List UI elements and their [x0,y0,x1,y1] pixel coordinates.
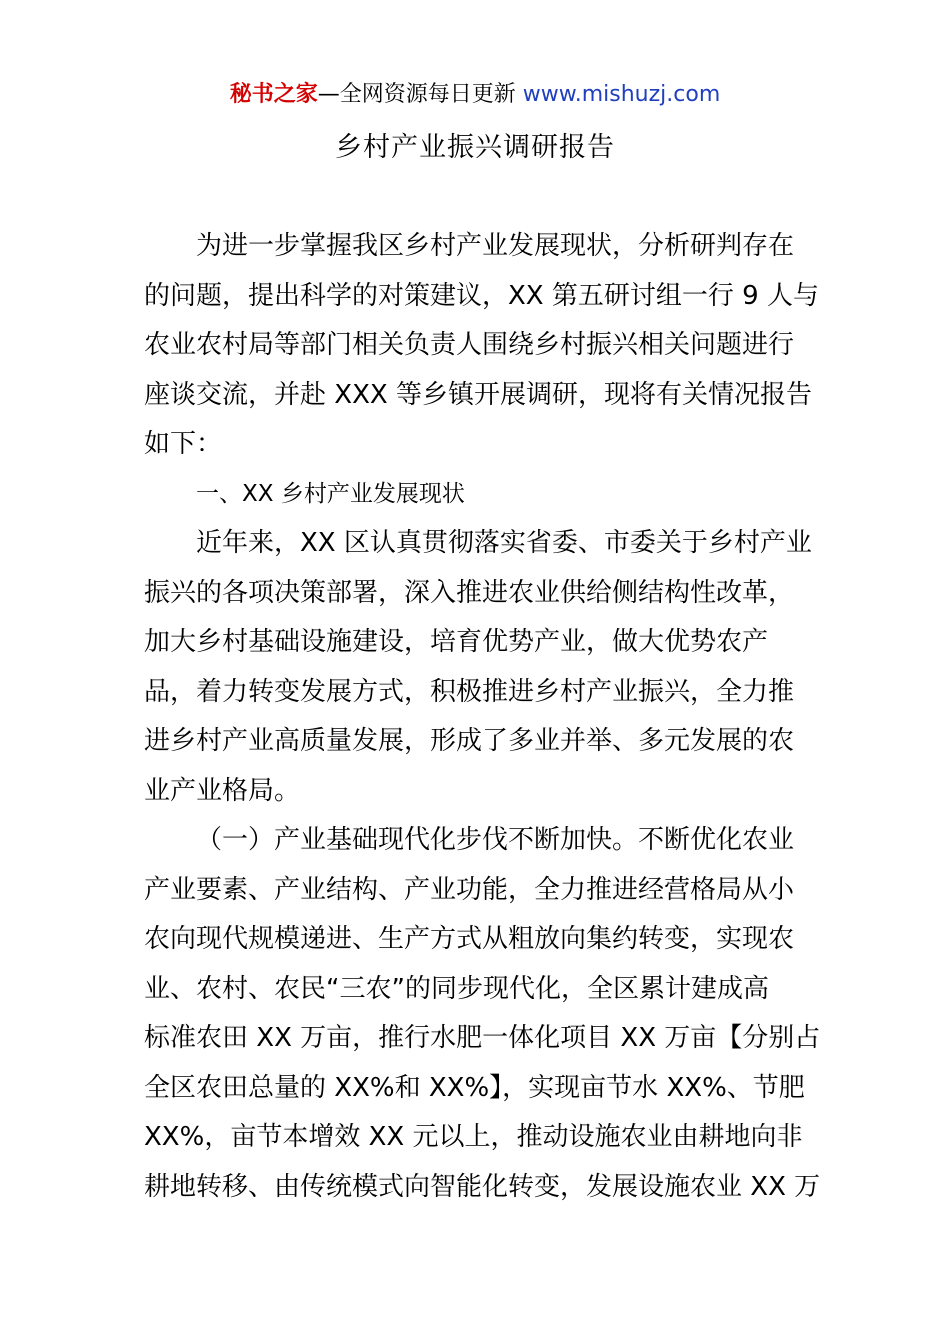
paragraph-line: 加大乡村基础设施建设，培育优势产业，做大优势农产 [144,627,769,657]
paragraph-line: 全区农田总量的 XX%和 XX%】，实现亩节水 XX%、节肥 [144,1072,805,1103]
paragraph-line: 为进一步掌握我区乡村产业发展现状，分析研判存在 [196,231,795,261]
paragraph-line: 业产业格局。 [144,775,301,806]
paragraph-line: 进乡村产业高质量发展，形成了多业并举、多元发展的农 [144,726,795,756]
paragraph-line: 座谈交流，并赴 XXX 等乡镇开展调研，现将有关情况报告 [144,379,812,410]
paragraph-line: 产业要素、产业结构、产业功能，全力推进经营格局从小 [144,874,795,905]
paragraph-line: XX%，亩节本增效 XX 元以上，推动设施农业由耕地向非 [144,1122,803,1152]
header-tagline: —全网资源每日更新 [317,82,516,107]
paragraph-line: 耕地转移、由传统模式向智能化转变，发展设施农业 XX 万 [144,1171,821,1202]
paragraph-line: 农向现代规模递进、生产方式从粗放向集约转变，实现农 [144,924,795,954]
site-url-link[interactable]: www.mishuzj.com [522,82,721,107]
document-title: 乡村产业振兴调研报告 [335,132,615,163]
paragraph-line: （一）产业基础现代化步伐不断加快。不断优化农业 [196,825,795,855]
paragraph-line: 标准农田 XX 万亩，推行水肥一体化项目 XX 万亩【分别占 [144,1023,821,1053]
brand-name: 秘书之家 [229,82,318,107]
paragraph-line: 近年来，XX 区认真贯彻落实省委、市委关于乡村产业 [196,528,812,558]
paragraph-line: 的问题，提出科学的对策建议，XX 第五研讨组一行 9 人与 [144,280,819,311]
paragraph-line: 如下： [144,429,223,459]
document-body [144,222,821,1212]
section-heading: 一、XX 乡村产业发展现状 [196,480,465,507]
paragraph-line: 振兴的各项决策部署，深入推进农业供给侧结构性改革， [144,577,795,608]
paragraph-line: 农业农村局等部门相关负责人围绕乡村振兴相关问题进行 [144,330,795,360]
paragraph-line: 业、农村、农民“三农”的同步现代化，全区累计建成高 [144,973,769,1004]
site-header [0,78,950,112]
paragraph-line: 品，着力转变发展方式，积极推进乡村产业振兴，全力推 [144,676,795,707]
